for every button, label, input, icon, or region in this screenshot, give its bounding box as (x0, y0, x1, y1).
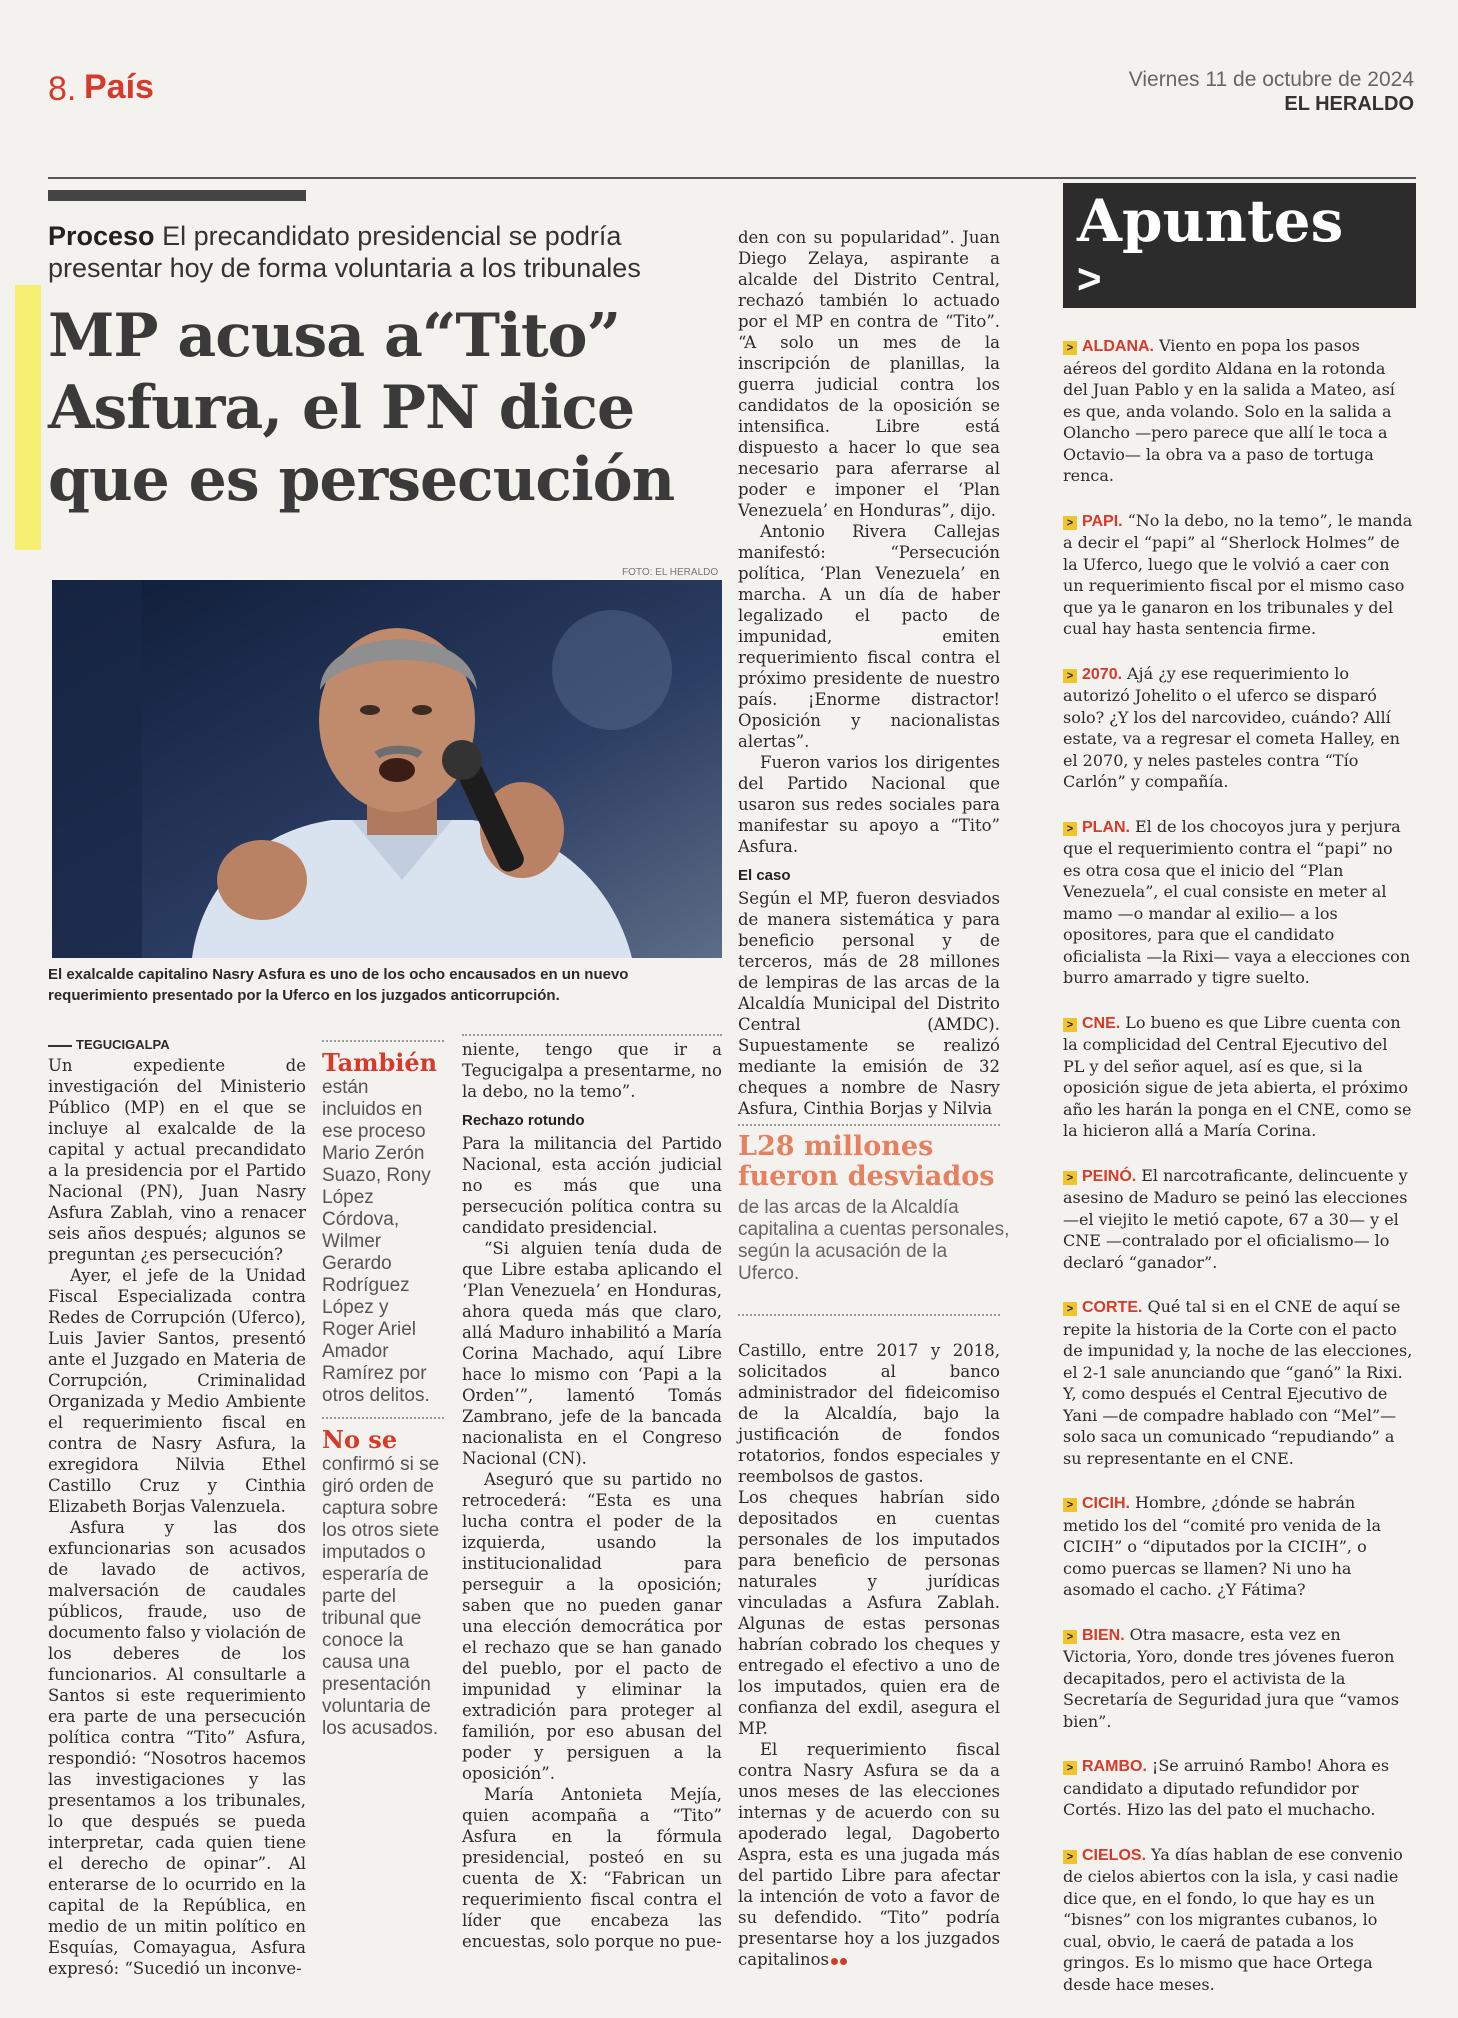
apuntes-key: 2070. (1082, 665, 1123, 683)
apuntes-key: PLAN. (1082, 818, 1130, 836)
chevron-right-icon: > (1063, 1018, 1077, 1032)
chevron-right-icon: > (1063, 822, 1077, 836)
tambien-text: están incluidos en ese proceso Mario Zerón Suazo, Rony López Córdova, Wilmer Gerardo Rodríguez López y Roger Ariel Amador Ramírez por otros delitos. (322, 1077, 431, 1406)
apuntes-text: Ya días hablan de ese convenio de cielos abiertos con la isla, y casi nadie dice que, en el fondo, lo que hay es un “bisnes” con los migrantes cubanos, lo cual, obvio, le caerá de patada a los gringos. Es lo mismo que hace Ortega desde hace meses. (1063, 1844, 1403, 1994)
article-paragraph: Asfura y las dos exfuncionarias son acusados de lavado de activos, malversación de caudales públicos, fraude, uso de documento falso y violación de los deberes de los funcionarios. Al consultarle a Santos si este requerimiento era parte de una persecución política contra “Tito” Asfura, respondió: “Nosotros hacemos las investigaciones y las presentamos a los tribunales, lo que después se pueda interpretar, cada quien tiene el derecho de opinar”. Al enterarse de lo ocurrido en la capital de la República, en medio de un mitin político en Esquías, Comayagua, Asfura expresó: “Sucedió un inconve- (48, 1518, 306, 1978)
divider (462, 1034, 722, 1036)
article-paragraph: “Si alguien tenía duda de que Libre estaba aplicando el ‘Plan Venezuela’ en Honduras, ahora queda más que claro, allá Maduro inhabilitó a María Corina Machado, aquí Libre hace lo mismo con ‘Papi a la Orden’”, lamentó Tomás Zambrano, jefe de la bancada nacionalista en el Congreso Nacional (CN). (462, 1239, 722, 1468)
apuntes-key: RAMBO. (1082, 1758, 1147, 1775)
nose-heading: No se (322, 1425, 398, 1454)
apuntes-item (1063, 1165, 1413, 1274)
article-paragraph: niente, tengo que ir a Tegucigalpa a presentarme, no la debo, no la temo”. (462, 1040, 722, 1101)
divider (738, 1314, 1000, 1316)
apuntes-item (1063, 510, 1413, 640)
subhead-rechazo: Rechazo rotundo (462, 1112, 585, 1129)
apuntes-arrow-icon: > (1077, 255, 1102, 302)
apuntes-text: Hombre, ¿dónde se habrán metido los del “comité pro venida de la CICIH” o “diputados por la CICIH”, o como puercas se llamen? Ni uno ha asomado el cacho. ¿Y Fátima? (1063, 1493, 1382, 1599)
article-paragraph: Un expediente de investigación del Ministerio Público (MP) en el que se incluye al exalcalde de la capital y actual precandidato a la presidencia por el Partido Nacional (PN), Juan Nasry Asfura Zablah, vino a renacer seis años después; algunos se preguntan ¿es persecución? (48, 1056, 306, 1264)
apuntes-key: ALDANA. (1082, 338, 1154, 355)
apuntes-item (1063, 1296, 1413, 1469)
kicker-bar (48, 190, 306, 201)
chevron-right-icon: > (1063, 1761, 1077, 1775)
apuntes-item (1063, 663, 1413, 793)
apuntes-text: Otra masacre, esta vez en Victoria, Yoro, donde tres jóvenes fueron decapitados, pero el activista de la Secretaría de Seguridad jura que “vamos bien”. (1063, 1624, 1399, 1731)
apuntes-text: El de los chocoyos jura y perjura que el requerimiento contra el “papi” no es otra cosa que el inicio del “Plan Venezuela”, el cual consiste en meter al mamo —o mandar al exilio— a los opositores, para que el candidato oficialista —la Rixi— vaya a elecciones con burro amarrado y tigre suelto. (1063, 816, 1411, 987)
apuntes-text: Lo bueno es que Libre cuenta con la complicidad del Central Ejecutivo del PL y del señor aquel, así es que, si la oposición sigue de jeta abierta, el próximo año les harán la ponga en el CNE, como se la hicieron allá a María Corina. (1063, 1012, 1412, 1140)
apuntes-item (1063, 1844, 1413, 1996)
kicker-label: Proceso (48, 221, 155, 251)
divider (322, 1040, 444, 1042)
chevron-right-icon: > (1063, 1498, 1077, 1512)
apuntes-key: BIEN. (1082, 1626, 1125, 1644)
apuntes-item (1063, 1755, 1413, 1821)
apuntes-item (1063, 816, 1413, 989)
page-number: 8. (48, 70, 77, 108)
article-paragraph: Para la militancia del Partido Nacional, esta acción judicial no es más que una persecución política contra su candidato presidencial. (462, 1134, 722, 1237)
dateline: TEGUCIGALPA (48, 1034, 306, 1055)
article-paragraph: Según el MP, fueron desviados de manera sistemática y para beneficio personal y de terceros, más de 28 millones de lempiras de las arcas de la Alcaldía Municipal del Distrito Central (AMDC). Supuestamente se realizó mediante la emisión de 32 cheques a nombre de Nasry Asfura, Cinthia Borjas y Nilvia (738, 889, 1000, 1118)
article-column-4-bottom (738, 1340, 1000, 1970)
highlighter-mark (15, 285, 41, 550)
photo-caption: El exalcalde capitalino Nasry Asfura es uno de los ocho encausados en un nuevo requerimiento presentado por la Uferco en los juzgados anticorrupción. (48, 966, 629, 1004)
apuntes-title: Apuntes (1077, 187, 1344, 255)
article-paragraph: María Antonieta Mejía, quien acompaña a “Tito” Asfura en la fórmula presidencial, posteó en su cuenta de X: “Fabrican un requerimiento fiscal contra el líder que encabeza las encuestas, solo porque no pue- (462, 1785, 722, 1951)
chevron-right-icon: > (1063, 1302, 1077, 1316)
article-column-4-top (738, 227, 1000, 1119)
sidebar-quotes (322, 1040, 444, 1740)
divider (738, 1124, 1000, 1126)
section-name: País (84, 68, 154, 106)
article-paragraph: Castillo, entre 2017 y 2018, solicitados al banco administrador del fideicomiso de la Alcaldía, bajo la justificación de fondos rotatorios, fondos especiales y reembolsos de gastos. (738, 1341, 1000, 1486)
photo (52, 580, 722, 958)
apuntes-item (1063, 1624, 1413, 1733)
apuntes-text: “No la debo, no la temo”, le manda a decir el “papi” al “Sherlock Holmes” de la Uferco, luego que le volvió a caer con un requerimiento fiscal por el mismo caso que ya le ganaron en los tribunales y del cual hay hasta sentencia firme. (1063, 510, 1413, 638)
chevron-right-icon: > (1063, 1630, 1077, 1644)
speaker-photo (52, 580, 722, 958)
kicker-text: El precandidato presidencial se podría presentar hoy de forma voluntaria a los tribunales (48, 221, 641, 283)
article-paragraph: den con su popularidad”. Juan Diego Zelaya, aspirante a alcalde del Distrito Central, rechazó también lo actuado por el MP en contra de “Tito”. “A solo un mes de la inscripción de planillas, la guerra judicial contra los candidatos de la oposición se intensifica. Libre está dispuesto a hacer lo que sea necesario para aferrarse al poder e imponer el ‘Plan Venezuela’ en Honduras”, dijo. (738, 228, 1000, 520)
highlight-text: de las arcas de la Alcaldía capitalina a cuentas personales, según la acusación de la Uferco. (738, 1197, 1010, 1284)
apuntes-item (1063, 1012, 1413, 1142)
apuntes-text: ¡Se arruinó Rambo! Ahora es candidato a diputado refundidor por Cortés. Hizo las del pato el muchacho. (1063, 1756, 1390, 1819)
subhead-caso: El caso (738, 867, 791, 884)
apuntes-item (1063, 335, 1413, 487)
chevron-right-icon: > (1063, 341, 1077, 355)
apuntes-key: CORTE. (1082, 1299, 1143, 1316)
newspaper-name: EL HERALDO (1284, 93, 1414, 115)
article-paragraph: Antonio Rivera Callejas manifestó: “Persecución política, ‘Plan Venezuela’ en marcha. A un día de haber legalizado el pacto de impunidad, emiten requerimiento fiscal contra el próximo presidente de nuestro país. ¡Enorme distractor! Oposición y nacionalistas alertas”. (738, 522, 1000, 751)
issue-date: Viernes 11 de octubre de 2024 (1128, 68, 1414, 91)
chevron-right-icon: > (1063, 669, 1077, 683)
highlight-title: L28 millones fueron desviados (738, 1131, 995, 1192)
apuntes-text: Viento en popa los pasos aéreos del gordito Aldana en la rotonda del Juan Pablo y en la salida a Mateo, así es que, anda volando. Solo en la salida a Olancho —pero parece que allí le toca a Octavio— la obra va a paso de tortuga renca. (1063, 336, 1395, 485)
divider (322, 1417, 444, 1419)
apuntes-key: CIELOS. (1082, 1846, 1147, 1864)
photo-credit: FOTO: EL HERALDO (622, 567, 719, 578)
apuntes-text: Ajá ¿y ese requerimiento lo autorizó Johelito o el uferco se disparó solo? ¿Y los del narcovideo, cuándo? Allí estate, va a regresar el cometa Halley, en el 2070, y neles pasteles contra “Tío Carlón” y compañía. (1063, 663, 1400, 791)
tambien-heading: También (322, 1048, 438, 1077)
chevron-right-icon: > (1063, 516, 1077, 530)
apuntes-list (1063, 335, 1413, 2018)
article-paragraph: Fueron varios los dirigentes del Partido Nacional que usaron sus redes sociales para manifestar su apoyo a “Tito” Asfura. (738, 753, 1000, 856)
apuntes-key: PAPI. (1082, 512, 1123, 530)
article-paragraph: Aseguró que su partido no retrocederá: “Esta es una lucha contra el poder de la izquierda, usando la institucionalidad para perseguir a la oposición; saben que no pueden ganar una elección democrática por el rechazo que se han ganado del pueblo, por el pacto de impunidad y eliminar la extradición para proteger al familión, por eso abusan del poder y persiguen a la oposición”. (462, 1470, 722, 1783)
apuntes-text: Qué tal si en el CNE de aquí se repite la historia de la Corte con el pacto de impunidad y, la noche de las elecciones, el 2-1 sale anunciando que “ganó” la Rixi. Y, como después el Central Ejecutivo de Yani —de compadre hablado con “Mel”— solo saca un comunicado “repudiando” a su representante en el CNE. (1063, 1297, 1413, 1468)
apuntes-key: CNE. (1082, 1014, 1121, 1032)
kicker (48, 220, 728, 284)
apuntes-item (1063, 1492, 1413, 1601)
article-paragraph: Ayer, el jefe de la Unidad Fiscal Especializada contra Redes de Corrupción (Uferco), Luis Javier Santos, presentó ante el Juzgado en Materia de Corrupción, Criminalidad Organizada y Medio Ambiente el requerimiento fiscal en contra de Nasry Asfura, la exregidora Nilvia Ethel Castillo Cruz y Cinthia Elizabeth Borjas Valenzuela. (48, 1266, 306, 1516)
chevron-right-icon: > (1063, 1171, 1077, 1185)
headline: MP acusa a“Tito” Asfura, el PN dice que es persecución (48, 301, 675, 515)
article-paragraph: Los cheques habrían sido depositados en cuentas personales de los imputados para beneficio de personas naturales y jurídicas vinculadas a Asfura Zablah. Algunas de estas personas habrían cobrado los cheques y entregado el efectivo a uno de los imputados, quien era de confianza del exdil, asegura el MP. (738, 1488, 1000, 1738)
header-rule (48, 177, 1416, 179)
article-column-1 (48, 1034, 306, 1979)
apuntes-header (1063, 183, 1416, 308)
apuntes-text: El narcotraficante, delincuente y asesino de Maduro se peinó las elecciones —el viejito le metió capote, 67 a 30— y el CNE —contralado por el oficialismo— lo declaró “ganador”. (1063, 1165, 1408, 1272)
chevron-right-icon: > (1063, 1850, 1077, 1864)
article-paragraph (738, 1739, 1000, 1970)
article-last-text: El requerimiento fiscal contra Nasry Asfura se da a unos meses de las elecciones internas y de acuerdo con su apoderado legal, Dagoberto Aspra, esta es una jugada más del partido Libre para afectar la intención de voto a favor de su defendido. “Tito” podría presentarse hoy a los juzgados capitalinos (738, 1740, 1000, 1969)
apuntes-key: CICIH. (1082, 1495, 1130, 1512)
end-mark (831, 1958, 838, 1965)
nose-text: confirmó si se giró orden de captura sobre los otros siete imputados o esperaría de parte del tribunal que conoce la causa una presentación voluntaria de los acusados. (322, 1454, 440, 1739)
article-column-3 (462, 1034, 722, 1952)
end-mark (840, 1958, 847, 1965)
apuntes-key: PEINÓ. (1082, 1167, 1137, 1185)
